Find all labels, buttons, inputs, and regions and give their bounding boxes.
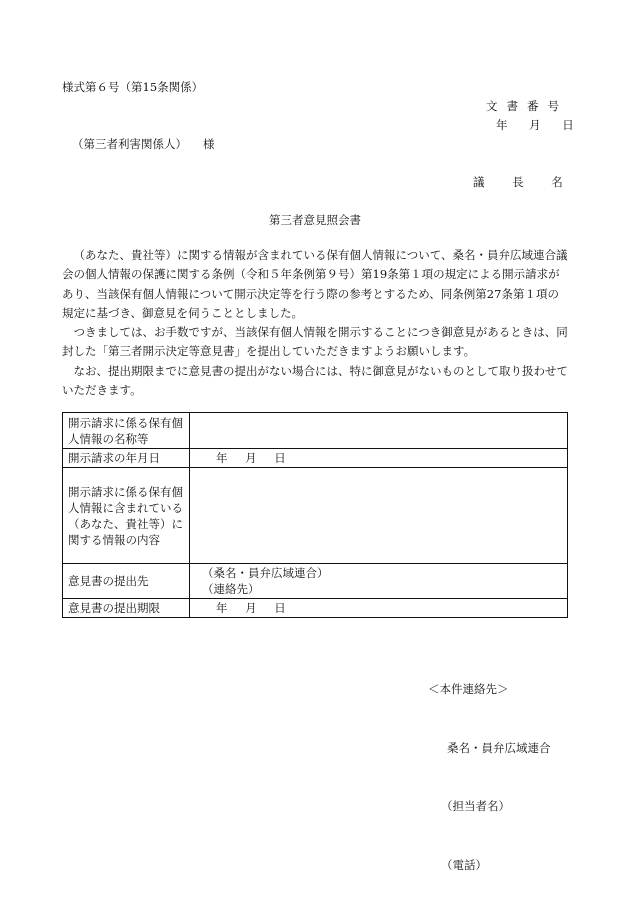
information-table [62, 412, 568, 618]
addressee [72, 139, 215, 151]
contact-organization: 桑名・員弁広域連合 [447, 740, 551, 755]
submission-destination-org: （桑名・員弁広域連合） [202, 566, 329, 580]
contact-block [428, 641, 551, 895]
table-row-submission-destination [63, 564, 568, 599]
contact-heading: ＜本件連絡先＞ [428, 682, 509, 696]
row-label-submission-deadline: 意見書の提出期限 [63, 599, 190, 618]
row-value-submission-deadline: 年 月 日 [216, 601, 286, 615]
body-paragraph-2: つきましては、お手数ですが、当該保有個人情報を開示することにつき御意見があるときは、同封した「第三者開示決定等意見書」を提出していただきますようお願いします。 [62, 325, 568, 359]
table-row-info-name [63, 413, 568, 449]
contact-phone: （電話） [441, 857, 487, 872]
table-row-request-date [63, 449, 568, 468]
addressee-honorific: 様 [203, 137, 215, 151]
addressee-name: （第三者利害関係人） [72, 137, 187, 151]
table-row-info-content [63, 468, 568, 564]
sender-name: 議 長 名 [473, 175, 563, 189]
contact-person: （担当者名） [441, 799, 510, 813]
row-label-info-content: 開示請求に係る保有個人情報に含まれている（あなた、貴社等）に関する情報の内容 [63, 468, 190, 564]
row-label-submission-destination: 意見書の提出先 [63, 564, 190, 599]
row-label-request-date: 開示請求の年月日 [63, 449, 190, 468]
document-title: 第三者意見照会書 [269, 213, 361, 227]
form-number: 様式第６号（第15条関係） [62, 80, 204, 94]
body-paragraph-3: なお、提出期限までに意見書の提出がない場合には、特に御意見がないものとして取り扱わせていただきます。 [62, 363, 568, 398]
row-value-request-date: 年 月 日 [216, 451, 286, 465]
issue-date: 年 月 日 [496, 118, 574, 132]
document-number-label: 文書番号 [486, 99, 568, 113]
body-paragraph-1: （あなた、貴社等）に関する情報が含まれている保有個人情報について、桑名・員弁広域連合議会の個人情報の保護に関する条例（令和５年条例第９号）第19条第１項の規定による開示請求があり、当該保有個人情報について開示決定等を行う際の参考とするため、同条例第27条第１項の規定に基づき、御意見を伺うこととしました。 [62, 248, 568, 320]
row-value-info-name [190, 413, 568, 449]
body-text [62, 246, 568, 400]
table-row-submission-deadline [63, 599, 568, 618]
row-label-info-name: 開示請求に係る保有個人情報の名称等 [63, 413, 190, 449]
row-value-info-content [190, 468, 568, 564]
submission-destination-contact: （連絡先） [202, 582, 260, 596]
